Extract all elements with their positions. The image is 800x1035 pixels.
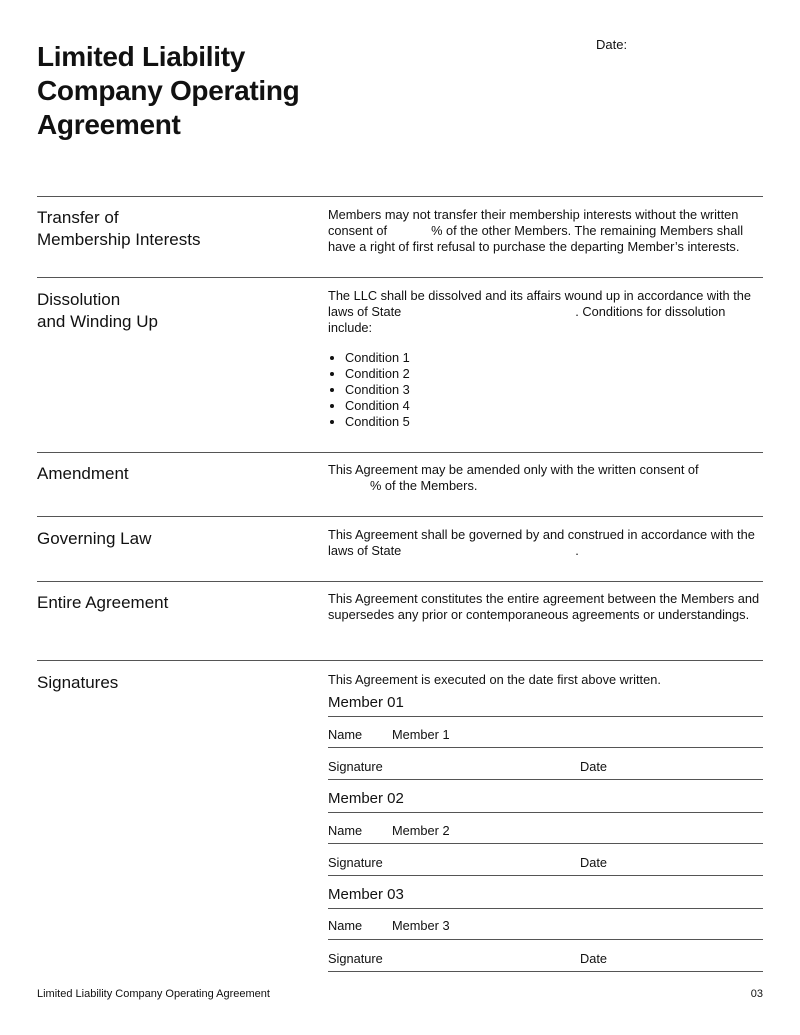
section-title-entire-agreement: Entire Agreement bbox=[37, 593, 169, 612]
section-title-dissolution: Dissolution and Winding Up bbox=[37, 290, 158, 331]
signature-line bbox=[328, 747, 763, 748]
list-item: • Condition 5 bbox=[345, 414, 410, 430]
member-heading: Member 03 bbox=[328, 886, 404, 903]
section-title-signatures: Signatures bbox=[37, 673, 119, 692]
section-body-amendment: This Agreement may be amended only with the written consent of % of the Members. bbox=[328, 462, 699, 493]
page-number: 03 bbox=[750, 988, 763, 1000]
section-divider bbox=[37, 196, 763, 197]
section-divider bbox=[37, 581, 763, 582]
document-title: Limited Liability Company Operating Agreement bbox=[37, 41, 300, 140]
date-field-label: Date bbox=[580, 759, 608, 774]
name-label: Name bbox=[328, 727, 363, 742]
signature-label: Signature bbox=[328, 855, 383, 870]
section-divider bbox=[37, 277, 763, 278]
section-title-transfer: Transfer of Membership Interests bbox=[37, 208, 201, 249]
member-name-field[interactable]: Member 2 bbox=[392, 823, 450, 838]
signature-line bbox=[328, 971, 763, 972]
date-field-label: Date bbox=[580, 951, 608, 966]
member-name-field[interactable]: Member 1 bbox=[392, 727, 450, 742]
signature-line bbox=[328, 939, 763, 940]
date-field-label: Date bbox=[580, 855, 608, 870]
signature-line bbox=[328, 908, 763, 909]
section-divider bbox=[37, 516, 763, 517]
dissolution-conditions-list bbox=[328, 350, 410, 430]
member-heading: Member 01 bbox=[328, 694, 404, 711]
name-label: Name bbox=[328, 823, 363, 838]
section-divider bbox=[37, 452, 763, 453]
section-title-governing-law: Governing Law bbox=[37, 529, 152, 548]
date-label: Date: bbox=[596, 37, 628, 52]
list-item: • Condition 3 bbox=[345, 382, 410, 398]
signatures-intro: This Agreement is executed on the date first above written. bbox=[328, 672, 661, 687]
section-body-transfer: Members may not transfer their membership interests without the written consent of % of the other Members. The remaining Members shall have a right of first refusal to purchase the departing Member’s interests. bbox=[328, 207, 744, 254]
signature-line bbox=[328, 875, 763, 876]
section-body-dissolution: The LLC shall be dissolved and its affairs wound up in accordance with the laws of State . Conditions for dissolution include: bbox=[328, 288, 752, 335]
signature-line bbox=[328, 812, 763, 813]
member-name-field[interactable]: Member 3 bbox=[392, 918, 450, 933]
footer-title: Limited Liability Company Operating Agreement bbox=[37, 988, 270, 1000]
signature-line bbox=[328, 779, 763, 780]
signature-label: Signature bbox=[328, 759, 383, 774]
name-label: Name bbox=[328, 918, 363, 933]
list-item: • Condition 1 bbox=[345, 350, 410, 366]
section-body-governing-law: This Agreement shall be governed by and construed in accordance with the laws of State . bbox=[328, 527, 755, 558]
section-title-amendment: Amendment bbox=[37, 464, 129, 483]
signature-line bbox=[328, 843, 763, 844]
list-item: • Condition 2 bbox=[345, 366, 410, 382]
section-body-entire-agreement: This Agreement constitutes the entire agreement between the Members and supersedes any prior or contemporaneous agreements or understandings. bbox=[328, 591, 760, 622]
list-item: • Condition 4 bbox=[345, 398, 410, 414]
section-divider bbox=[37, 660, 763, 661]
signature-label: Signature bbox=[328, 951, 383, 966]
member-heading: Member 02 bbox=[328, 790, 404, 807]
signature-line bbox=[328, 716, 763, 717]
